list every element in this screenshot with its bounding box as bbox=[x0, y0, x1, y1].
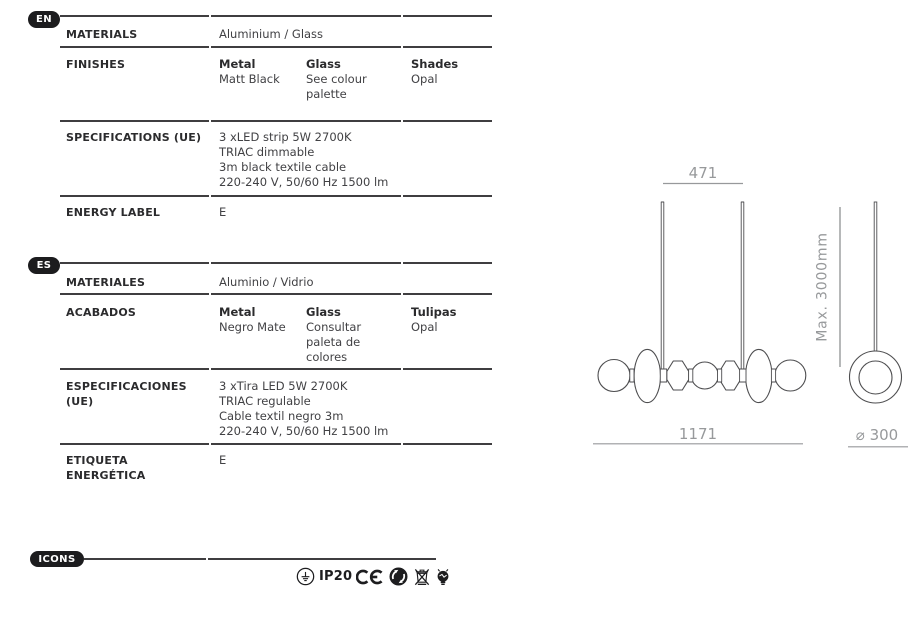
finish-col-glass bbox=[306, 57, 367, 102]
spec-line: 220-240 V, 50/60 Hz 1500 lm bbox=[219, 424, 389, 438]
certification-icons-row bbox=[296, 566, 450, 587]
row-divider bbox=[60, 368, 492, 370]
spec-line: 220-240 V, 50/60 Hz 1500 lm bbox=[219, 175, 389, 189]
row-divider bbox=[60, 443, 492, 445]
row-divider bbox=[60, 195, 492, 197]
especificaciones-label bbox=[66, 379, 187, 409]
row-divider bbox=[60, 46, 492, 48]
earth-protection-icon bbox=[296, 567, 315, 586]
dimension-top-width bbox=[663, 164, 743, 184]
etiqueta-value: E bbox=[219, 453, 227, 467]
materials-label: MATERIALS bbox=[66, 28, 138, 41]
specifications-label: SPECIFICATIONS (UE) bbox=[66, 131, 202, 144]
table-top-rule bbox=[60, 15, 492, 17]
energy-value: E bbox=[219, 205, 227, 219]
finish-col-title: Metal bbox=[219, 57, 256, 71]
finish-col-line: palette bbox=[306, 87, 347, 101]
finish-col-line: colores bbox=[306, 350, 348, 364]
label-line: ENERGÉTICA bbox=[66, 469, 146, 482]
finish-col-title: Metal bbox=[219, 305, 256, 319]
dimension-max-drop bbox=[815, 207, 841, 367]
spec-line: TRIAC dimmable bbox=[219, 145, 315, 159]
energy-label: ENERGY LABEL bbox=[66, 206, 161, 219]
front-view-lamp bbox=[598, 202, 806, 403]
weee-crossed-bin-icon bbox=[412, 566, 432, 587]
finish-col-title: Glass bbox=[306, 57, 341, 71]
table-top-rule bbox=[60, 262, 492, 264]
finish-col-metal bbox=[219, 305, 286, 335]
spec-line: 3m black textile cable bbox=[219, 160, 347, 174]
label-line: ESPECIFICACIONES bbox=[66, 380, 187, 393]
spec-line: 3 xTira LED 5W 2700K bbox=[219, 379, 348, 393]
row-divider bbox=[60, 120, 492, 122]
finish-col-tulipas bbox=[411, 305, 457, 335]
materiales-value: Aluminio / Vidrio bbox=[219, 275, 314, 289]
icons-badge: ICONS bbox=[30, 551, 84, 567]
technical-drawing bbox=[590, 150, 912, 462]
finish-col-line: Opal bbox=[411, 72, 438, 86]
specifications-value bbox=[219, 130, 388, 190]
side-view-lamp bbox=[850, 202, 902, 403]
ip-rating-text: IP20 bbox=[319, 569, 353, 584]
dimension-total-width bbox=[593, 425, 803, 444]
dim-471-label: 471 bbox=[688, 164, 718, 182]
spec-line: Cable textil negro 3m bbox=[219, 409, 344, 423]
icons-rule bbox=[84, 558, 436, 560]
dim-1171-label: 1171 bbox=[678, 425, 718, 443]
finish-col-line: See colour bbox=[306, 72, 367, 86]
finish-col-line: Consultar bbox=[306, 320, 362, 334]
finish-col-title: Tulipas bbox=[411, 305, 457, 319]
finishes-label: FINISHES bbox=[66, 58, 126, 71]
dim-diameter-label: ⌀ 300 bbox=[855, 426, 899, 444]
materials-value: Aluminium / Glass bbox=[219, 27, 324, 41]
acabados-label: ACABADOS bbox=[66, 306, 137, 319]
row-divider bbox=[60, 293, 492, 295]
finish-col-metal bbox=[219, 57, 280, 87]
finish-col-title: Shades bbox=[411, 57, 459, 71]
etiqueta-label bbox=[66, 453, 145, 483]
spec-line: 3 xLED strip 5W 2700K bbox=[219, 130, 352, 144]
finish-col-line: Matt Black bbox=[219, 72, 280, 86]
label-line: ETIQUETA bbox=[66, 454, 128, 467]
dimension-diameter bbox=[848, 426, 908, 447]
dim-max3000-label: Max. 3000mm bbox=[814, 232, 831, 342]
lang-badge-es: ES bbox=[28, 257, 60, 274]
spec-line: TRIAC regulable bbox=[219, 394, 311, 408]
finish-col-line: Negro Mate bbox=[219, 320, 286, 334]
energy-bulb-icon bbox=[436, 567, 450, 587]
especificaciones-value bbox=[219, 379, 388, 439]
finish-col-title: Glass bbox=[306, 305, 341, 319]
green-dot-recycle-icon bbox=[389, 567, 408, 586]
finish-col-line: paleta de bbox=[306, 335, 361, 349]
finish-col-shades bbox=[411, 57, 458, 87]
label-line: (UE) bbox=[66, 395, 94, 408]
ce-mark-icon bbox=[356, 569, 385, 585]
materiales-label: MATERIALES bbox=[66, 276, 146, 289]
finish-col-glass bbox=[306, 305, 361, 365]
finish-col-line: Opal bbox=[411, 320, 438, 334]
lang-badge-en: EN bbox=[28, 11, 60, 28]
